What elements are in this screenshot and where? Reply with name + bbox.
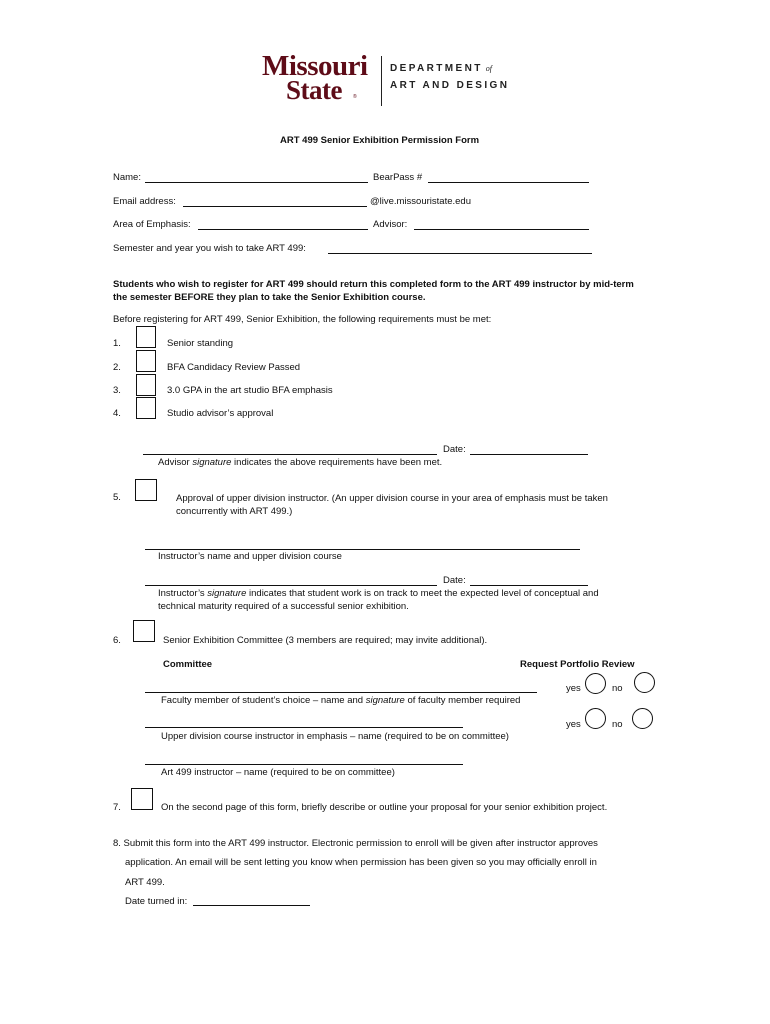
faculty-member-label: Faculty member of student’s choice – name and signature of faculty member required <box>161 695 521 706</box>
no-label: no <box>612 719 623 730</box>
advisor-date-field[interactable] <box>470 454 588 455</box>
advisor-label: Advisor: <box>373 219 408 230</box>
name-field[interactable] <box>145 182 368 183</box>
email-label: Email address: <box>113 196 176 207</box>
requirements-intro: Before registering for ART 499, Senior Exhibition, the following requirements must be met: <box>113 314 492 325</box>
instructor-date-field[interactable] <box>470 585 588 586</box>
email-domain: @live.missouristate.edu <box>370 196 471 207</box>
upper-division-instructor-label: Upper division course instructor in emphasis – name (required to be on committee) <box>161 731 509 742</box>
requirement-text: BFA Candidacy Review Passed <box>167 362 301 373</box>
item6-text: Senior Exhibition Committee (3 members are required; may invite additional). <box>163 635 488 646</box>
logo-department: DEPARTMENT of <box>390 63 492 74</box>
advisor-signature-field[interactable] <box>143 454 437 455</box>
requirement-number: 3. <box>113 385 121 396</box>
requirement-text: 3.0 GPA in the art studio BFA emphasis <box>167 385 333 396</box>
form-title: ART 499 Senior Exhibition Permission Form <box>280 135 480 146</box>
requirement-number: 1. <box>113 338 121 349</box>
department-logo <box>262 52 522 108</box>
semester-label: Semester and year you wish to take ART 499: <box>113 243 306 254</box>
yes-radio[interactable] <box>585 673 606 694</box>
requirement-checkbox[interactable] <box>136 397 156 419</box>
requirement-number: 4. <box>113 408 121 419</box>
instructor-name-label: Instructor’s name and upper division course <box>158 551 342 562</box>
committee-header: Committee <box>163 659 213 670</box>
logo-state: State <box>286 75 342 105</box>
name-label: Name: <box>113 172 141 183</box>
portfolio-review-header: Request Portfolio Review <box>520 659 635 670</box>
yes-label: yes <box>566 719 581 730</box>
instructor-date-label: Date: <box>443 575 466 586</box>
upper-division-instructor-field[interactable] <box>145 727 463 728</box>
item6-checkbox[interactable] <box>133 620 155 642</box>
item7-checkbox[interactable] <box>131 788 153 810</box>
requirement-text: Studio advisor’s approval <box>167 408 274 419</box>
emphasis-label: Area of Emphasis: <box>113 219 191 230</box>
faculty-member-field[interactable] <box>145 692 537 693</box>
item5-checkbox[interactable] <box>135 479 157 501</box>
item5-text: Approval of upper division instructor. (An upper division course in your area of emphasis must be taken concurrently with ART 499.) <box>176 493 608 517</box>
item8-text-line1: 8. Submit this form into the ART 499 instructor. Electronic permission to enroll will be given after instructor approves <box>113 838 598 849</box>
requirement-text: Senior standing <box>167 338 234 349</box>
logo-trademark: ® <box>353 94 357 100</box>
advisor-date-label: Date: <box>443 444 466 455</box>
date-turned-in-label: Date turned in: <box>125 896 188 907</box>
item6-number: 6. <box>113 635 121 646</box>
art499-instructor-label: Art 499 instructor – name (required to be on committee) <box>161 767 395 778</box>
yes-label: yes <box>566 683 581 694</box>
requirement-checkbox[interactable] <box>136 374 156 396</box>
item5-number: 5. <box>113 492 121 503</box>
logo-art-and-design: ART AND DESIGN <box>390 80 510 91</box>
instructions-text: Students who wish to register for ART 499 should return this completed form to the ART 499 instructor by mid-term the semester BEFORE they plan to take the Senior Exhibition course. <box>113 279 634 303</box>
item7-number: 7. <box>113 802 121 813</box>
advisor-field[interactable] <box>414 229 589 230</box>
no-radio[interactable] <box>632 708 653 729</box>
art499-instructor-field[interactable] <box>145 764 463 765</box>
advisor-signature-note: Advisor signature indicates the above requirements have been met. <box>158 457 443 468</box>
item8-text-line2: application. An email will be sent letting you know when permission has been given so you may officially enroll in <box>125 857 597 868</box>
no-radio[interactable] <box>634 672 655 693</box>
instructor-name-field[interactable] <box>145 549 580 550</box>
logo-missouri: Missouri <box>262 50 368 82</box>
requirement-number: 2. <box>113 362 121 373</box>
logo-divider <box>381 56 382 106</box>
email-field[interactable] <box>183 206 367 207</box>
bearpass-label: BearPass # <box>373 172 423 183</box>
instructor-signature-field[interactable] <box>145 585 437 586</box>
date-turned-in-field[interactable] <box>193 905 310 906</box>
instructor-signature-note: Instructor’s signature indicates that student work is on track to meet the expected level of conceptual and technical maturity required of a successful senior exhibition. <box>158 588 599 612</box>
requirement-checkbox[interactable] <box>136 326 156 348</box>
item7-text: On the second page of this form, briefly describe or outline your proposal for your senior exhibition project. <box>161 802 608 813</box>
requirement-checkbox[interactable] <box>136 350 156 372</box>
semester-field[interactable] <box>328 253 592 254</box>
no-label: no <box>612 683 623 694</box>
yes-radio[interactable] <box>585 708 606 729</box>
item8-text-line3: ART 499. <box>125 877 165 888</box>
emphasis-field[interactable] <box>198 229 368 230</box>
bearpass-field[interactable] <box>428 182 589 183</box>
